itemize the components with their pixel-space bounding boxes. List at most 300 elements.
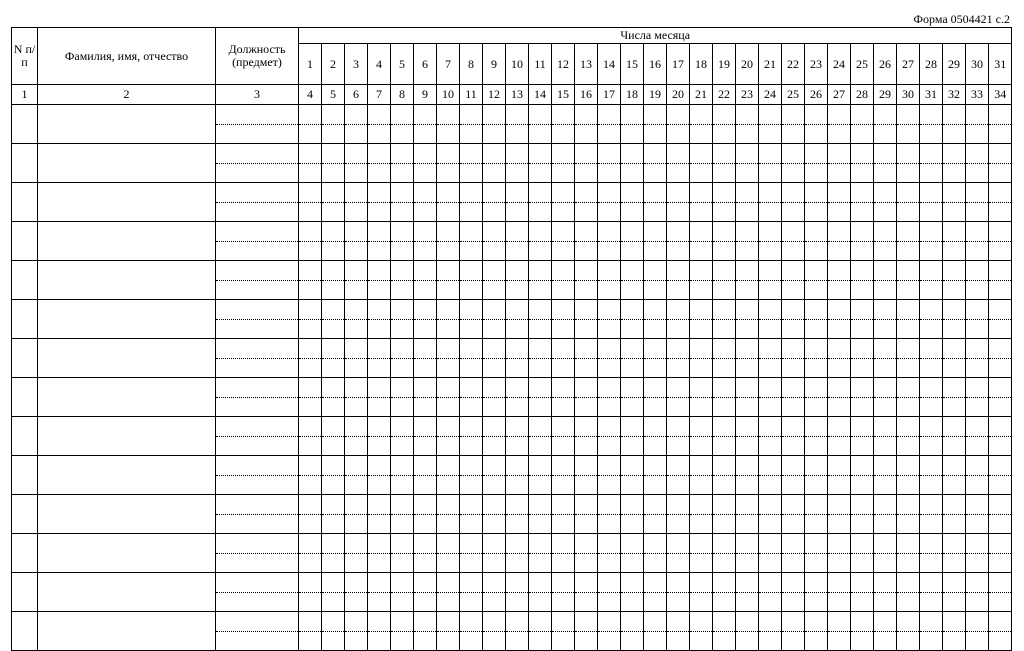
day-cell-top[interactable]: [897, 573, 920, 593]
day-cell-bottom[interactable]: [391, 320, 414, 339]
day-cell-bottom[interactable]: [989, 437, 1012, 456]
day-cell-top[interactable]: [437, 456, 460, 476]
day-cell-bottom[interactable]: [920, 242, 943, 261]
day-cell-top[interactable]: [345, 573, 368, 593]
row-position-cell-top[interactable]: [216, 105, 299, 125]
day-cell-bottom[interactable]: [897, 203, 920, 222]
day-cell-top[interactable]: [851, 417, 874, 437]
day-cell-top[interactable]: [299, 573, 322, 593]
day-cell-top[interactable]: [621, 417, 644, 437]
day-cell-top[interactable]: [345, 534, 368, 554]
day-cell-bottom[interactable]: [736, 125, 759, 144]
day-cell-bottom[interactable]: [529, 554, 552, 573]
day-cell-top[interactable]: [345, 495, 368, 515]
day-cell-bottom[interactable]: [874, 437, 897, 456]
day-cell-top[interactable]: [437, 300, 460, 320]
row-number-cell[interactable]: [12, 105, 38, 144]
day-cell-top[interactable]: [989, 105, 1012, 125]
day-cell-top[interactable]: [805, 495, 828, 515]
day-cell-top[interactable]: [644, 339, 667, 359]
day-cell-bottom[interactable]: [897, 515, 920, 534]
day-cell-top[interactable]: [805, 378, 828, 398]
day-cell-top[interactable]: [897, 378, 920, 398]
day-cell-bottom[interactable]: [805, 281, 828, 300]
row-number-cell[interactable]: [12, 612, 38, 651]
day-cell-top[interactable]: [322, 495, 345, 515]
day-cell-bottom[interactable]: [713, 320, 736, 339]
day-cell-top[interactable]: [966, 612, 989, 632]
day-cell-bottom[interactable]: [437, 359, 460, 378]
day-cell-bottom[interactable]: [299, 359, 322, 378]
row-position-cell-top[interactable]: [216, 612, 299, 632]
day-cell-top[interactable]: [943, 339, 966, 359]
day-cell-bottom[interactable]: [414, 125, 437, 144]
day-cell-top[interactable]: [437, 261, 460, 281]
day-cell-top[interactable]: [391, 222, 414, 242]
day-cell-bottom[interactable]: [897, 281, 920, 300]
day-cell-bottom[interactable]: [575, 125, 598, 144]
day-cell-top[interactable]: [460, 417, 483, 437]
row-position-cell-top[interactable]: [216, 144, 299, 164]
day-cell-bottom[interactable]: [736, 203, 759, 222]
day-cell-bottom[interactable]: [575, 281, 598, 300]
day-cell-bottom[interactable]: [920, 164, 943, 183]
day-cell-top[interactable]: [299, 417, 322, 437]
day-cell-bottom[interactable]: [552, 281, 575, 300]
day-cell-top[interactable]: [598, 339, 621, 359]
day-cell-top[interactable]: [920, 456, 943, 476]
day-cell-top[interactable]: [828, 300, 851, 320]
day-cell-bottom[interactable]: [483, 242, 506, 261]
day-cell-bottom[interactable]: [943, 593, 966, 612]
day-cell-bottom[interactable]: [345, 515, 368, 534]
row-position-cell-bottom[interactable]: [216, 515, 299, 534]
row-position-cell-top[interactable]: [216, 573, 299, 593]
day-cell-top[interactable]: [460, 573, 483, 593]
day-cell-bottom[interactable]: [460, 359, 483, 378]
day-cell-bottom[interactable]: [920, 554, 943, 573]
day-cell-top[interactable]: [299, 222, 322, 242]
day-cell-top[interactable]: [506, 183, 529, 203]
day-cell-top[interactable]: [828, 105, 851, 125]
day-cell-bottom[interactable]: [828, 476, 851, 495]
day-cell-bottom[interactable]: [598, 164, 621, 183]
day-cell-top[interactable]: [345, 378, 368, 398]
day-cell-top[interactable]: [920, 144, 943, 164]
day-cell-bottom[interactable]: [621, 632, 644, 651]
day-cell-bottom[interactable]: [575, 359, 598, 378]
day-cell-top[interactable]: [667, 222, 690, 242]
day-cell-bottom[interactable]: [874, 632, 897, 651]
day-cell-top[interactable]: [322, 222, 345, 242]
day-cell-bottom[interactable]: [851, 515, 874, 534]
day-cell-bottom[interactable]: [851, 359, 874, 378]
day-cell-bottom[interactable]: [759, 359, 782, 378]
day-cell-top[interactable]: [506, 456, 529, 476]
day-cell-top[interactable]: [575, 339, 598, 359]
day-cell-bottom[interactable]: [598, 632, 621, 651]
day-cell-bottom[interactable]: [598, 593, 621, 612]
row-number-cell[interactable]: [12, 573, 38, 612]
day-cell-top[interactable]: [460, 300, 483, 320]
day-cell-top[interactable]: [368, 183, 391, 203]
day-cell-bottom[interactable]: [598, 437, 621, 456]
day-cell-bottom[interactable]: [299, 242, 322, 261]
day-cell-top[interactable]: [782, 378, 805, 398]
day-cell-top[interactable]: [713, 417, 736, 437]
day-cell-top[interactable]: [483, 378, 506, 398]
day-cell-top[interactable]: [598, 378, 621, 398]
day-cell-top[interactable]: [667, 573, 690, 593]
day-cell-bottom[interactable]: [437, 632, 460, 651]
day-cell-top[interactable]: [483, 456, 506, 476]
day-cell-top[interactable]: [644, 105, 667, 125]
day-cell-top[interactable]: [644, 573, 667, 593]
day-cell-top[interactable]: [414, 339, 437, 359]
day-cell-top[interactable]: [851, 339, 874, 359]
day-cell-bottom[interactable]: [851, 164, 874, 183]
day-cell-bottom[interactable]: [828, 632, 851, 651]
day-cell-top[interactable]: [483, 612, 506, 632]
day-cell-top[interactable]: [759, 495, 782, 515]
day-cell-bottom[interactable]: [989, 164, 1012, 183]
day-cell-top[interactable]: [391, 417, 414, 437]
day-cell-bottom[interactable]: [621, 476, 644, 495]
day-cell-top[interactable]: [920, 261, 943, 281]
day-cell-bottom[interactable]: [529, 515, 552, 534]
day-cell-bottom[interactable]: [874, 125, 897, 144]
day-cell-bottom[interactable]: [874, 164, 897, 183]
day-cell-bottom[interactable]: [299, 632, 322, 651]
day-cell-top[interactable]: [759, 300, 782, 320]
day-cell-top[interactable]: [759, 612, 782, 632]
day-cell-bottom[interactable]: [943, 476, 966, 495]
day-cell-bottom[interactable]: [759, 476, 782, 495]
day-cell-top[interactable]: [943, 300, 966, 320]
day-cell-bottom[interactable]: [437, 593, 460, 612]
day-cell-top[interactable]: [414, 378, 437, 398]
day-cell-bottom[interactable]: [782, 515, 805, 534]
day-cell-bottom[interactable]: [874, 515, 897, 534]
day-cell-bottom[interactable]: [368, 359, 391, 378]
day-cell-bottom[interactable]: [598, 515, 621, 534]
day-cell-bottom[interactable]: [828, 281, 851, 300]
day-cell-top[interactable]: [460, 495, 483, 515]
day-cell-bottom[interactable]: [943, 125, 966, 144]
day-cell-bottom[interactable]: [851, 437, 874, 456]
day-cell-bottom[interactable]: [805, 320, 828, 339]
day-cell-bottom[interactable]: [391, 242, 414, 261]
day-cell-top[interactable]: [897, 144, 920, 164]
day-cell-bottom[interactable]: [759, 593, 782, 612]
day-cell-top[interactable]: [690, 300, 713, 320]
row-position-cell-bottom[interactable]: [216, 398, 299, 417]
day-cell-top[interactable]: [874, 534, 897, 554]
day-cell-bottom[interactable]: [414, 554, 437, 573]
day-cell-bottom[interactable]: [483, 203, 506, 222]
day-cell-top[interactable]: [575, 300, 598, 320]
day-cell-top[interactable]: [713, 456, 736, 476]
day-cell-top[interactable]: [506, 105, 529, 125]
day-cell-bottom[interactable]: [414, 593, 437, 612]
day-cell-bottom[interactable]: [966, 398, 989, 417]
day-cell-top[interactable]: [391, 495, 414, 515]
day-cell-bottom[interactable]: [782, 242, 805, 261]
row-position-cell-top[interactable]: [216, 339, 299, 359]
day-cell-bottom[interactable]: [782, 359, 805, 378]
day-cell-bottom[interactable]: [736, 164, 759, 183]
day-cell-bottom[interactable]: [483, 320, 506, 339]
day-cell-bottom[interactable]: [322, 164, 345, 183]
row-position-cell-bottom[interactable]: [216, 125, 299, 144]
day-cell-top[interactable]: [690, 105, 713, 125]
row-position-cell-top[interactable]: [216, 417, 299, 437]
day-cell-top[interactable]: [943, 105, 966, 125]
day-cell-bottom[interactable]: [828, 437, 851, 456]
day-cell-top[interactable]: [828, 612, 851, 632]
day-cell-top[interactable]: [644, 495, 667, 515]
day-cell-bottom[interactable]: [598, 554, 621, 573]
day-cell-top[interactable]: [805, 339, 828, 359]
day-cell-bottom[interactable]: [644, 515, 667, 534]
row-number-cell[interactable]: [12, 534, 38, 573]
day-cell-top[interactable]: [506, 222, 529, 242]
day-cell-bottom[interactable]: [437, 476, 460, 495]
day-cell-bottom[interactable]: [851, 281, 874, 300]
day-cell-bottom[interactable]: [736, 593, 759, 612]
day-cell-top[interactable]: [598, 495, 621, 515]
day-cell-bottom[interactable]: [368, 281, 391, 300]
day-cell-top[interactable]: [828, 534, 851, 554]
day-cell-bottom[interactable]: [368, 125, 391, 144]
day-cell-top[interactable]: [667, 495, 690, 515]
day-cell-top[interactable]: [667, 144, 690, 164]
day-cell-top[interactable]: [391, 144, 414, 164]
day-cell-bottom[interactable]: [966, 359, 989, 378]
row-position-cell-bottom[interactable]: [216, 437, 299, 456]
day-cell-top[interactable]: [460, 105, 483, 125]
day-cell-bottom[interactable]: [966, 320, 989, 339]
day-cell-top[interactable]: [690, 144, 713, 164]
day-cell-bottom[interactable]: [529, 281, 552, 300]
row-number-cell[interactable]: [12, 261, 38, 300]
day-cell-bottom[interactable]: [552, 359, 575, 378]
day-cell-top[interactable]: [713, 495, 736, 515]
row-position-cell-bottom[interactable]: [216, 359, 299, 378]
day-cell-top[interactable]: [690, 417, 713, 437]
day-cell-bottom[interactable]: [621, 281, 644, 300]
day-cell-bottom[interactable]: [897, 593, 920, 612]
day-cell-bottom[interactable]: [874, 476, 897, 495]
row-number-cell[interactable]: [12, 144, 38, 183]
day-cell-bottom[interactable]: [897, 476, 920, 495]
day-cell-bottom[interactable]: [621, 398, 644, 417]
day-cell-top[interactable]: [782, 417, 805, 437]
day-cell-bottom[interactable]: [391, 281, 414, 300]
day-cell-bottom[interactable]: [299, 164, 322, 183]
day-cell-bottom[interactable]: [805, 476, 828, 495]
day-cell-top[interactable]: [805, 417, 828, 437]
day-cell-bottom[interactable]: [759, 242, 782, 261]
day-cell-top[interactable]: [345, 144, 368, 164]
day-cell-bottom[interactable]: [736, 398, 759, 417]
day-cell-bottom[interactable]: [667, 203, 690, 222]
day-cell-bottom[interactable]: [966, 632, 989, 651]
day-cell-bottom[interactable]: [644, 632, 667, 651]
day-cell-bottom[interactable]: [989, 593, 1012, 612]
row-name-cell[interactable]: [38, 222, 216, 261]
day-cell-bottom[interactable]: [943, 203, 966, 222]
day-cell-top[interactable]: [667, 261, 690, 281]
day-cell-top[interactable]: [736, 339, 759, 359]
day-cell-top[interactable]: [460, 339, 483, 359]
day-cell-bottom[interactable]: [805, 242, 828, 261]
day-cell-top[interactable]: [713, 105, 736, 125]
day-cell-top[interactable]: [989, 612, 1012, 632]
day-cell-bottom[interactable]: [897, 554, 920, 573]
day-cell-bottom[interactable]: [989, 359, 1012, 378]
day-cell-top[interactable]: [506, 534, 529, 554]
day-cell-top[interactable]: [690, 261, 713, 281]
day-cell-top[interactable]: [690, 534, 713, 554]
day-cell-bottom[interactable]: [690, 203, 713, 222]
day-cell-bottom[interactable]: [644, 398, 667, 417]
day-cell-top[interactable]: [966, 300, 989, 320]
day-cell-bottom[interactable]: [851, 125, 874, 144]
day-cell-top[interactable]: [759, 339, 782, 359]
day-cell-top[interactable]: [460, 612, 483, 632]
row-position-cell-bottom[interactable]: [216, 320, 299, 339]
day-cell-top[interactable]: [644, 378, 667, 398]
day-cell-top[interactable]: [667, 612, 690, 632]
day-cell-top[interactable]: [690, 456, 713, 476]
day-cell-bottom[interactable]: [966, 437, 989, 456]
row-name-cell[interactable]: [38, 456, 216, 495]
day-cell-bottom[interactable]: [460, 242, 483, 261]
day-cell-top[interactable]: [782, 105, 805, 125]
day-cell-top[interactable]: [598, 222, 621, 242]
day-cell-top[interactable]: [621, 105, 644, 125]
day-cell-bottom[interactable]: [483, 632, 506, 651]
day-cell-top[interactable]: [529, 456, 552, 476]
day-cell-bottom[interactable]: [644, 476, 667, 495]
day-cell-top[interactable]: [483, 495, 506, 515]
day-cell-bottom[interactable]: [299, 593, 322, 612]
day-cell-bottom[interactable]: [966, 125, 989, 144]
day-cell-top[interactable]: [552, 300, 575, 320]
day-cell-top[interactable]: [644, 417, 667, 437]
day-cell-bottom[interactable]: [851, 242, 874, 261]
day-cell-bottom[interactable]: [759, 203, 782, 222]
day-cell-bottom[interactable]: [828, 242, 851, 261]
day-cell-top[interactable]: [851, 222, 874, 242]
day-cell-bottom[interactable]: [299, 203, 322, 222]
day-cell-top[interactable]: [828, 378, 851, 398]
day-cell-bottom[interactable]: [920, 359, 943, 378]
day-cell-top[interactable]: [874, 339, 897, 359]
day-cell-bottom[interactable]: [299, 476, 322, 495]
day-cell-top[interactable]: [943, 417, 966, 437]
day-cell-top[interactable]: [851, 183, 874, 203]
day-cell-bottom[interactable]: [460, 281, 483, 300]
day-cell-bottom[interactable]: [437, 164, 460, 183]
day-cell-bottom[interactable]: [598, 281, 621, 300]
day-cell-bottom[interactable]: [713, 632, 736, 651]
day-cell-top[interactable]: [575, 261, 598, 281]
day-cell-top[interactable]: [920, 378, 943, 398]
day-cell-bottom[interactable]: [897, 242, 920, 261]
day-cell-top[interactable]: [805, 456, 828, 476]
day-cell-bottom[interactable]: [391, 593, 414, 612]
row-name-cell[interactable]: [38, 105, 216, 144]
day-cell-top[interactable]: [690, 495, 713, 515]
day-cell-top[interactable]: [437, 339, 460, 359]
day-cell-bottom[interactable]: [414, 437, 437, 456]
day-cell-bottom[interactable]: [851, 203, 874, 222]
day-cell-bottom[interactable]: [805, 359, 828, 378]
day-cell-bottom[interactable]: [690, 632, 713, 651]
day-cell-bottom[interactable]: [805, 515, 828, 534]
day-cell-bottom[interactable]: [414, 242, 437, 261]
day-cell-top[interactable]: [575, 612, 598, 632]
day-cell-top[interactable]: [345, 261, 368, 281]
day-cell-top[interactable]: [529, 417, 552, 437]
day-cell-bottom[interactable]: [989, 515, 1012, 534]
day-cell-bottom[interactable]: [736, 359, 759, 378]
day-cell-top[interactable]: [851, 495, 874, 515]
day-cell-top[interactable]: [966, 378, 989, 398]
day-cell-bottom[interactable]: [483, 437, 506, 456]
day-cell-top[interactable]: [782, 183, 805, 203]
day-cell-bottom[interactable]: [414, 281, 437, 300]
day-cell-top[interactable]: [322, 417, 345, 437]
day-cell-top[interactable]: [943, 222, 966, 242]
day-cell-bottom[interactable]: [713, 203, 736, 222]
day-cell-top[interactable]: [920, 105, 943, 125]
day-cell-bottom[interactable]: [874, 554, 897, 573]
day-cell-top[interactable]: [529, 495, 552, 515]
day-cell-bottom[interactable]: [989, 476, 1012, 495]
day-cell-bottom[interactable]: [598, 476, 621, 495]
day-cell-bottom[interactable]: [529, 164, 552, 183]
day-cell-bottom[interactable]: [690, 164, 713, 183]
day-cell-bottom[interactable]: [943, 320, 966, 339]
day-cell-bottom[interactable]: [529, 593, 552, 612]
day-cell-bottom[interactable]: [759, 437, 782, 456]
day-cell-top[interactable]: [644, 300, 667, 320]
day-cell-top[interactable]: [897, 300, 920, 320]
day-cell-top[interactable]: [644, 222, 667, 242]
day-cell-bottom[interactable]: [782, 437, 805, 456]
day-cell-top[interactable]: [644, 456, 667, 476]
day-cell-top[interactable]: [368, 456, 391, 476]
day-cell-top[interactable]: [874, 378, 897, 398]
day-cell-bottom[interactable]: [690, 515, 713, 534]
day-cell-bottom[interactable]: [989, 203, 1012, 222]
day-cell-bottom[interactable]: [460, 164, 483, 183]
day-cell-bottom[interactable]: [782, 125, 805, 144]
day-cell-bottom[interactable]: [575, 242, 598, 261]
day-cell-top[interactable]: [322, 378, 345, 398]
day-cell-top[interactable]: [966, 105, 989, 125]
day-cell-top[interactable]: [437, 378, 460, 398]
day-cell-bottom[interactable]: [713, 281, 736, 300]
day-cell-bottom[interactable]: [897, 359, 920, 378]
day-cell-bottom[interactable]: [851, 554, 874, 573]
day-cell-top[interactable]: [552, 573, 575, 593]
day-cell-bottom[interactable]: [644, 242, 667, 261]
day-cell-top[interactable]: [598, 456, 621, 476]
